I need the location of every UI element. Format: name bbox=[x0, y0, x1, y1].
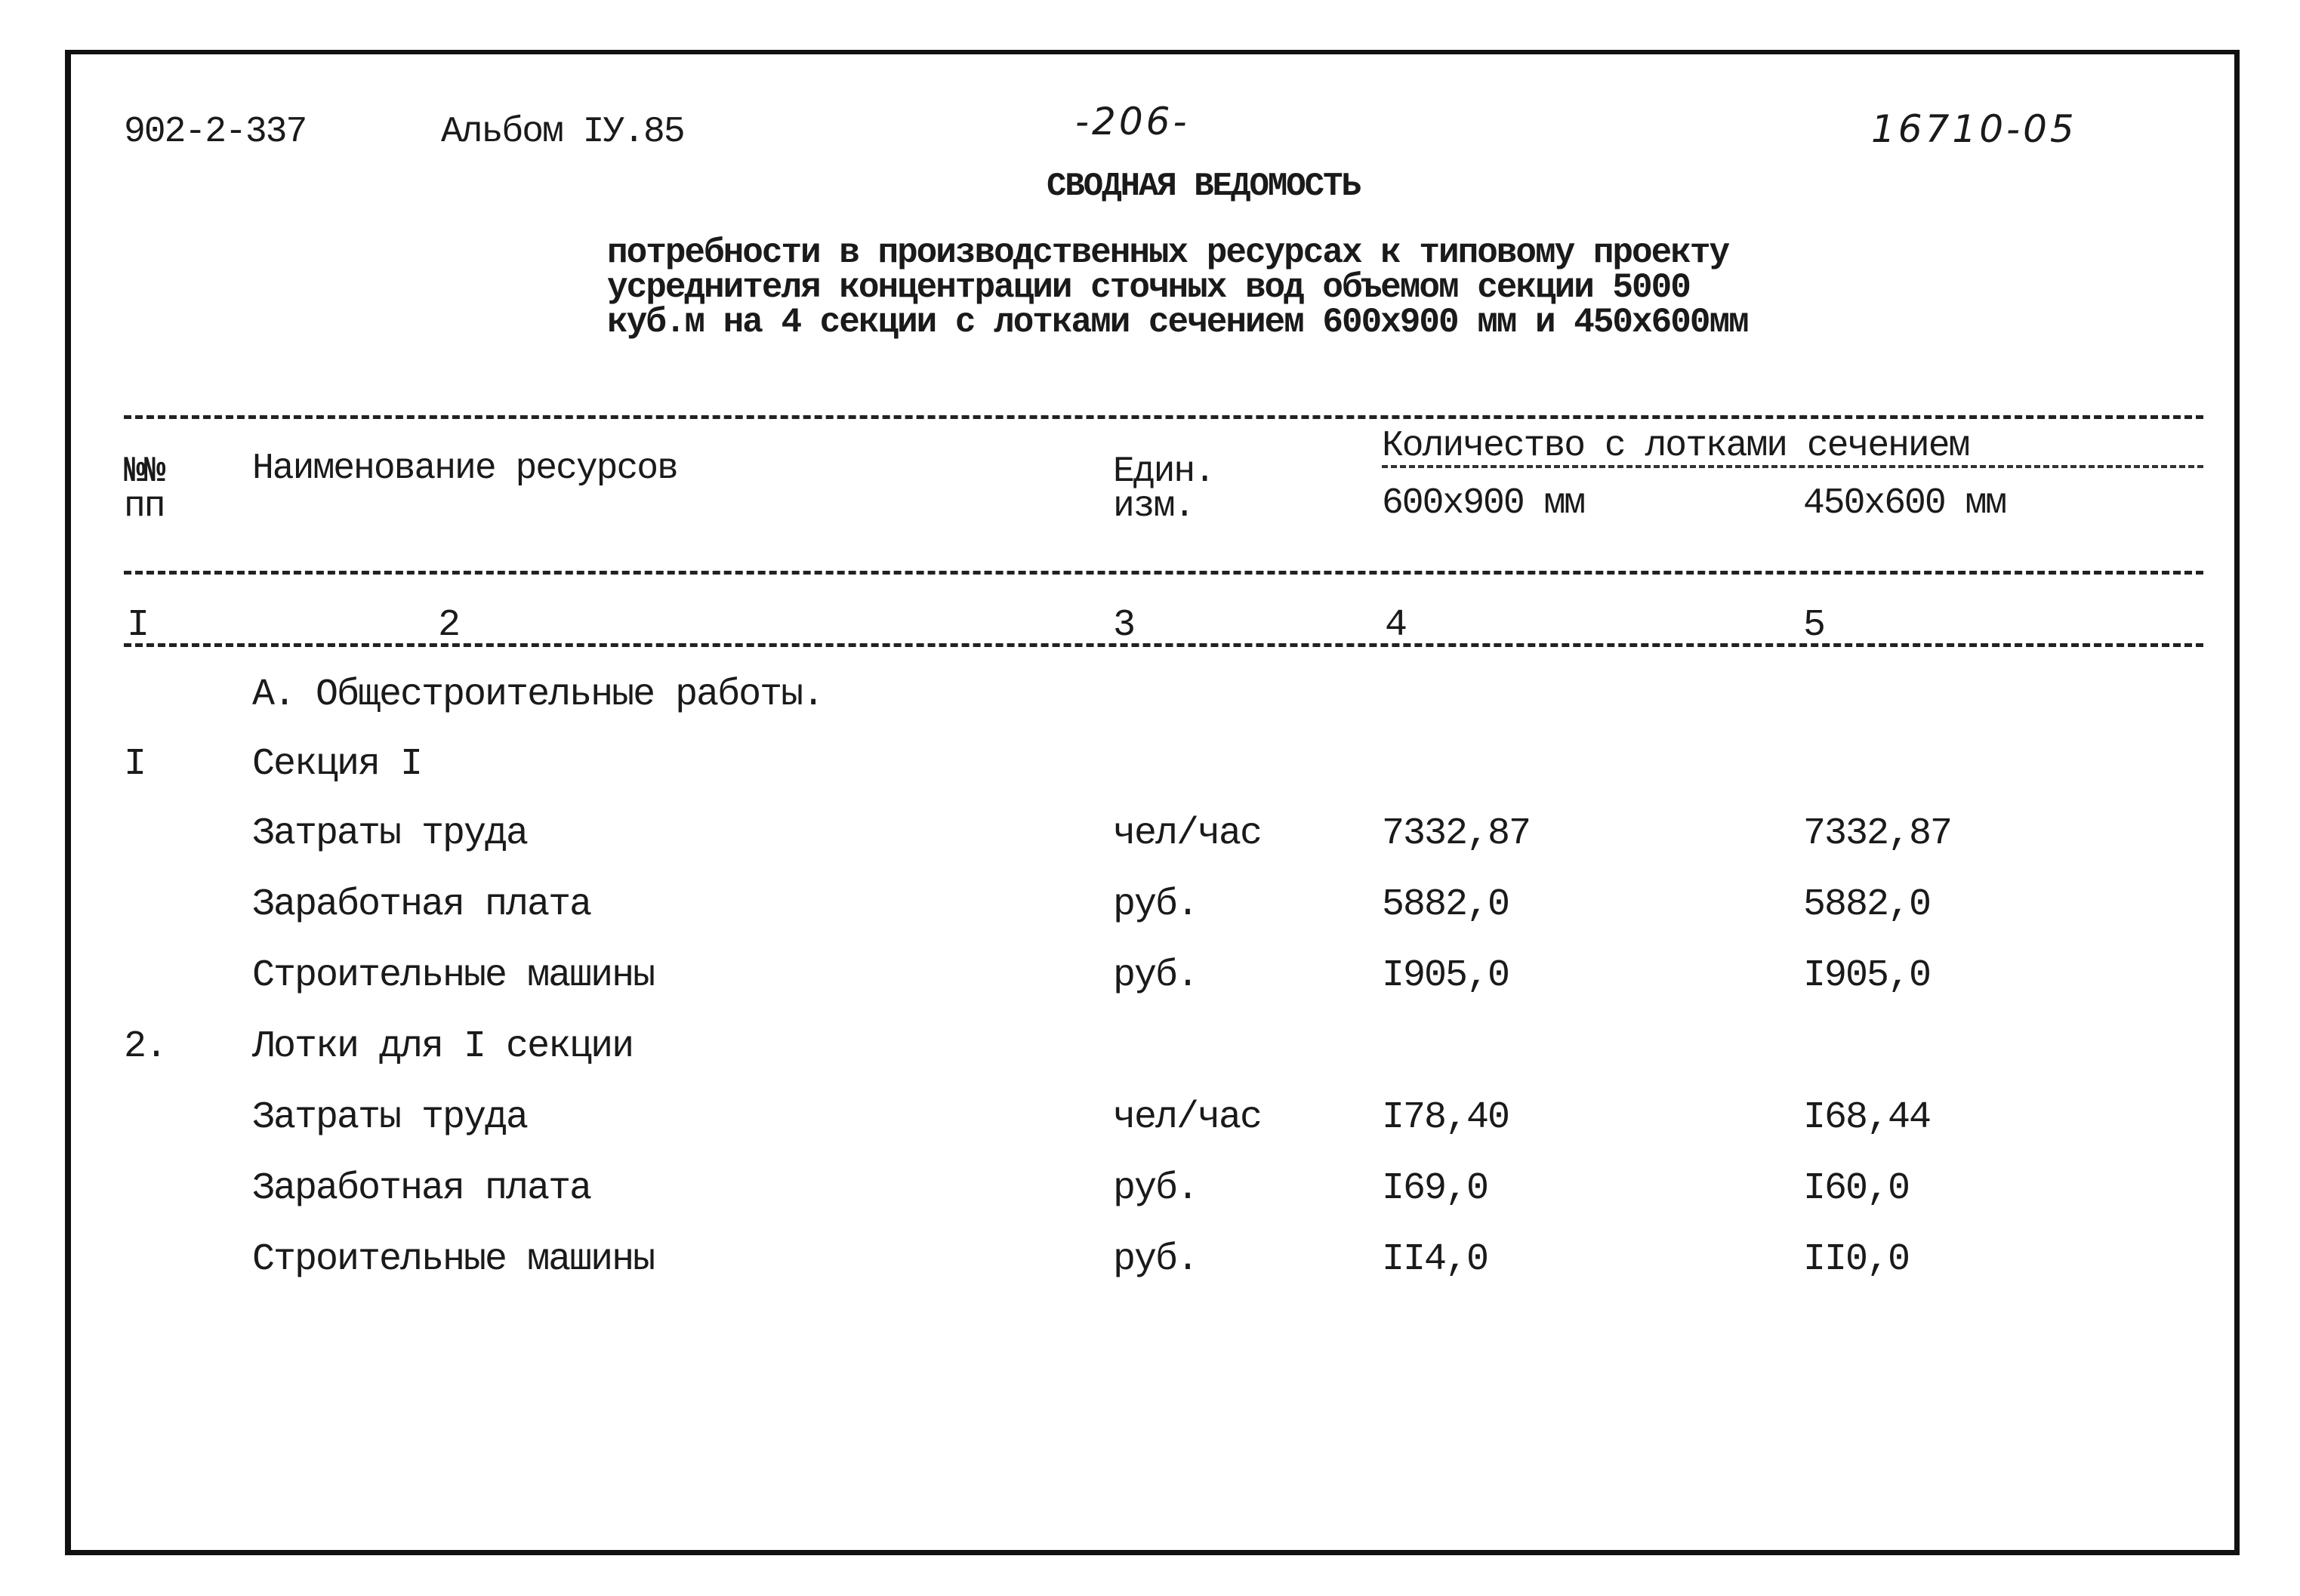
row-qty-b: 7332,87 bbox=[1803, 812, 1952, 855]
row-qty-a: I69,0 bbox=[1382, 1167, 1488, 1210]
col-number-2: 2 bbox=[438, 604, 460, 647]
row-qty-a: I905,0 bbox=[1382, 954, 1509, 997]
row-name: Секция I bbox=[252, 743, 422, 786]
row-name: Заработная плата bbox=[252, 1167, 591, 1210]
subtitle-line-3: куб.м на 4 секции с лотками сечением 600х900 мм и 450х600мм bbox=[607, 303, 1748, 342]
col-header-num-line2: пп bbox=[124, 486, 165, 527]
document-title: СВОДНАЯ ВЕДОМОСТЬ bbox=[1047, 168, 1360, 205]
row-unit: чел/час bbox=[1113, 1096, 1262, 1139]
row-num: 2. bbox=[124, 1025, 167, 1068]
row-unit: руб. bbox=[1113, 954, 1198, 997]
row-qty-a: II4,0 bbox=[1382, 1238, 1488, 1281]
col-number-1: I bbox=[127, 604, 149, 647]
col-number-3: 3 bbox=[1113, 604, 1135, 647]
table-header-rule bbox=[124, 571, 2203, 575]
row-unit: чел/час bbox=[1113, 812, 1262, 855]
row-qty-b: I68,44 bbox=[1803, 1096, 1931, 1139]
subtitle-line-2: усреднителя концентрации сточных вод объемом секции 5000 bbox=[607, 268, 1690, 307]
col-header-unit-line1: Един. bbox=[1113, 451, 1215, 492]
row-name: Строительные машины bbox=[252, 954, 655, 997]
row-qty-a: I78,40 bbox=[1382, 1096, 1509, 1139]
col-header-unit-line2: изм. bbox=[1113, 486, 1195, 527]
col-header-qty-a: 600х900 мм bbox=[1382, 483, 1585, 524]
row-qty-a: 5882,0 bbox=[1382, 883, 1509, 926]
col-header-qty-b: 450х600 мм bbox=[1803, 483, 2006, 524]
row-unit: руб. bbox=[1113, 1238, 1198, 1281]
row-qty-b: I60,0 bbox=[1803, 1167, 1910, 1210]
row-num: I bbox=[124, 743, 146, 786]
row-qty-a: 7332,87 bbox=[1382, 812, 1531, 855]
row-name: Строительные машины bbox=[252, 1238, 655, 1281]
row-name: Затраты труда bbox=[252, 812, 528, 855]
section-title: А. Общестроительные работы. bbox=[252, 673, 824, 716]
row-qty-b: II0,0 bbox=[1803, 1238, 1910, 1281]
page-number: -206- bbox=[1075, 100, 1190, 143]
table-top-rule bbox=[124, 415, 2203, 419]
qty-group-underline bbox=[1382, 465, 2203, 468]
col-number-4: 4 bbox=[1385, 604, 1407, 647]
doc-code: 902-2-337 bbox=[124, 112, 307, 153]
row-unit: руб. bbox=[1113, 1167, 1198, 1210]
album-label: Альбом IУ.85 bbox=[441, 112, 684, 153]
row-name: Затраты труда bbox=[252, 1096, 528, 1139]
row-qty-b: I905,0 bbox=[1803, 954, 1931, 997]
col-number-5: 5 bbox=[1803, 604, 1825, 647]
col-header-num-line1: №№ bbox=[124, 451, 165, 492]
col-header-qty-group: Количество с лотками сечением bbox=[1382, 426, 1969, 467]
row-name: Лотки для I секции bbox=[252, 1025, 634, 1068]
stamp-number: 16710-05 bbox=[1871, 107, 2077, 151]
col-header-name: Наименование ресурсов bbox=[252, 448, 677, 489]
row-qty-b: 5882,0 bbox=[1803, 883, 1931, 926]
row-unit: руб. bbox=[1113, 883, 1198, 926]
column-numbers-rule bbox=[124, 643, 2203, 647]
row-name: Заработная плата bbox=[252, 883, 591, 926]
subtitle-line-1: потребности в производственных ресурсах к типовому проекту bbox=[607, 233, 1729, 273]
